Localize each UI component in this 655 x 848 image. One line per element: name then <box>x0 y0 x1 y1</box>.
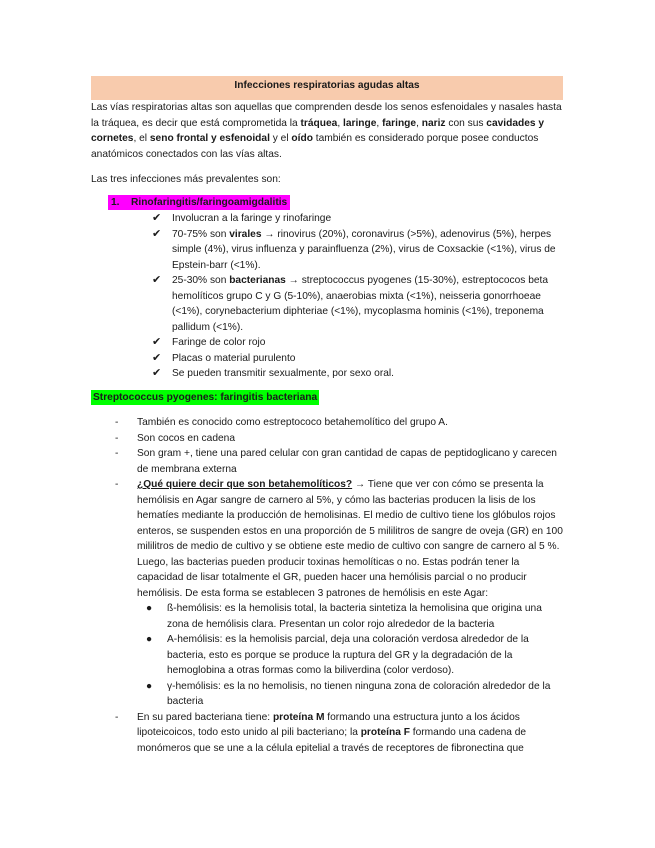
question-label: ¿Qué quiere decir que son betahemolíticos? <box>137 479 353 490</box>
rinofaringitis-checklist <box>152 211 572 382</box>
list-item: - Son cocos en cadena <box>115 432 235 444</box>
list-item: ✔ 70-75% son virales → rinovirus (20%), coronavirus (>5%), adenovirus (5%), herpes simple (4%), virus influenza y parainfluenza (2%), virus de Coxsackie (<1%), virus de Epstein-barr (<1%). <box>152 227 556 271</box>
check-icon: ✔ <box>152 227 162 240</box>
list-item: ● ß-hemólisis: es la hemolisis total, la bacteria sintetiza la hemolisina que origina una zona de hemólisis clara. Presentan un color rojo alrededor de la bacteria <box>146 603 542 630</box>
bullet-icon: ● <box>146 603 153 614</box>
list-item: ✔ Placas o material purulento <box>152 351 572 367</box>
check-icon: ✔ <box>152 274 162 286</box>
list-item: - Son gram +, tiene una pared celular con gran cantidad de capas de peptidoglicano y carecen de membrana externa <box>115 448 557 475</box>
list-item: ✔ Se pueden transmitir sexualmente, por sexo oral. <box>152 366 572 382</box>
list-item: ✔ Faringe de color rojo <box>152 335 572 351</box>
list-item: ● A-hemólisis: es la hemolisis parcial, deja una coloración verdosa alrededor de la bacteria, esto es porque se produce la ruptura del GR y la degradación de la hemoglobina a otras formas como la biliverdina (color verdoso). <box>146 634 529 676</box>
document-title: Infecciones respiratorias agudas altas <box>91 76 563 100</box>
intro-paragraph: Las vías respiratorias altas son aquellas que comprenden desde los senos esfenoidales y nasales hasta la tráquea, es decir que está comprometida la tráquea, laringe, faringe, nariz con sus cavidades y cornetes, el seno frontal y esfenoidal y el oído también es considerado porque posee conductos anatómicos conectados con las vías altas. <box>91 102 562 160</box>
bullet-icon: ● <box>146 634 153 645</box>
section-heading-rinofaringitis: 1. Rinofaringitis/faringoamigdalitis <box>108 195 290 210</box>
list-item: - También es conocido como estreptococo betahemolítico del grupo A. <box>115 417 448 428</box>
check-icon: ✔ <box>152 212 162 224</box>
hemolysis-patterns <box>137 601 565 710</box>
check-icon: ✔ <box>152 336 162 348</box>
streptococcus-list <box>115 415 565 756</box>
check-icon: ✔ <box>152 351 162 364</box>
bullet-icon: ● <box>146 680 153 692</box>
list-item: ✔ 25-30% son bacterianas → streptococcus pyogenes (15-30%), estreptococos beta hemolíticos grupo C y G (5-10%), anaerobias mixta (<1%), neisseria gonorrhoeae (<1%), corynebacterium diphteriae (<1%), mycoplasma hominis (<1%), treponema pallidum (<1%). <box>152 274 549 333</box>
list-item-wall: - En su pared bacteriana tiene: proteína M formando una estructura junto a los ácidos lipoteicoicos, todo esto unido al pili bacteriano; la proteína F formando una cadena de monómeros que se une a la célula epitelial a través de receptores de fibronectina que <box>115 711 527 754</box>
prevalent-intro: Las tres infecciones más prevalentes son: <box>91 174 281 185</box>
section-heading-streptococcus: Streptococcus pyogenes: faringitis bacteriana <box>93 392 318 403</box>
list-item: ● γ-hemólisis: es la no hemolisis, no tienen ninguna zona de coloración alrededor de la bacteria <box>146 680 551 707</box>
check-icon: ✔ <box>152 367 162 379</box>
list-item-betahemoliticos: - ¿Qué quiere decir que son betahemolíticos? → Tiene que ver con cómo se presenta la hemólisis en Agar sangre de carnero al 5%, y cómo las bacterias producen la lisis de los hematíes mediante la producción de hemolisinas. El medio de cultivo tiene los glóbulos rojos enteros, se suspenden estos en una proporción de 5 mililitros de sangre de oveja (GR) en 100 mililitros de medio de cultivo y se obtiene este medio de cultivo con sangre de carnero al 5 %. Luego, las bacterias pueden producir toxinas hemolíticas o no. Estas podrán tener la capacidad de lisar totalmente el GR, pueden hacer una hemólisis parcial o no producir hemólisis. De esta forma se establecen 3 patrones de hemólisis en este Agar: ● ß-hemólisis: es la hemolisis total, la bacteria sintetiza la hemolisina que origina una zona de hemólisis clara. Presentan un color rojo alrededor de la bacteria ● A-hemólisis: es la hemolisis parcial, deja una coloración verdosa alrededor de la bacteria, esto es porque se produce la ruptura del GR y la degradación de la hemoglobina a otras formas como la biliverdina (color verdoso). ● γ-hemólisis: es la no hemolisis, no tienen ninguna zona de coloración alrededor de la bacteria <box>115 477 565 710</box>
list-item: ✔ Involucran a la faringe y rinofaringe <box>152 211 572 227</box>
